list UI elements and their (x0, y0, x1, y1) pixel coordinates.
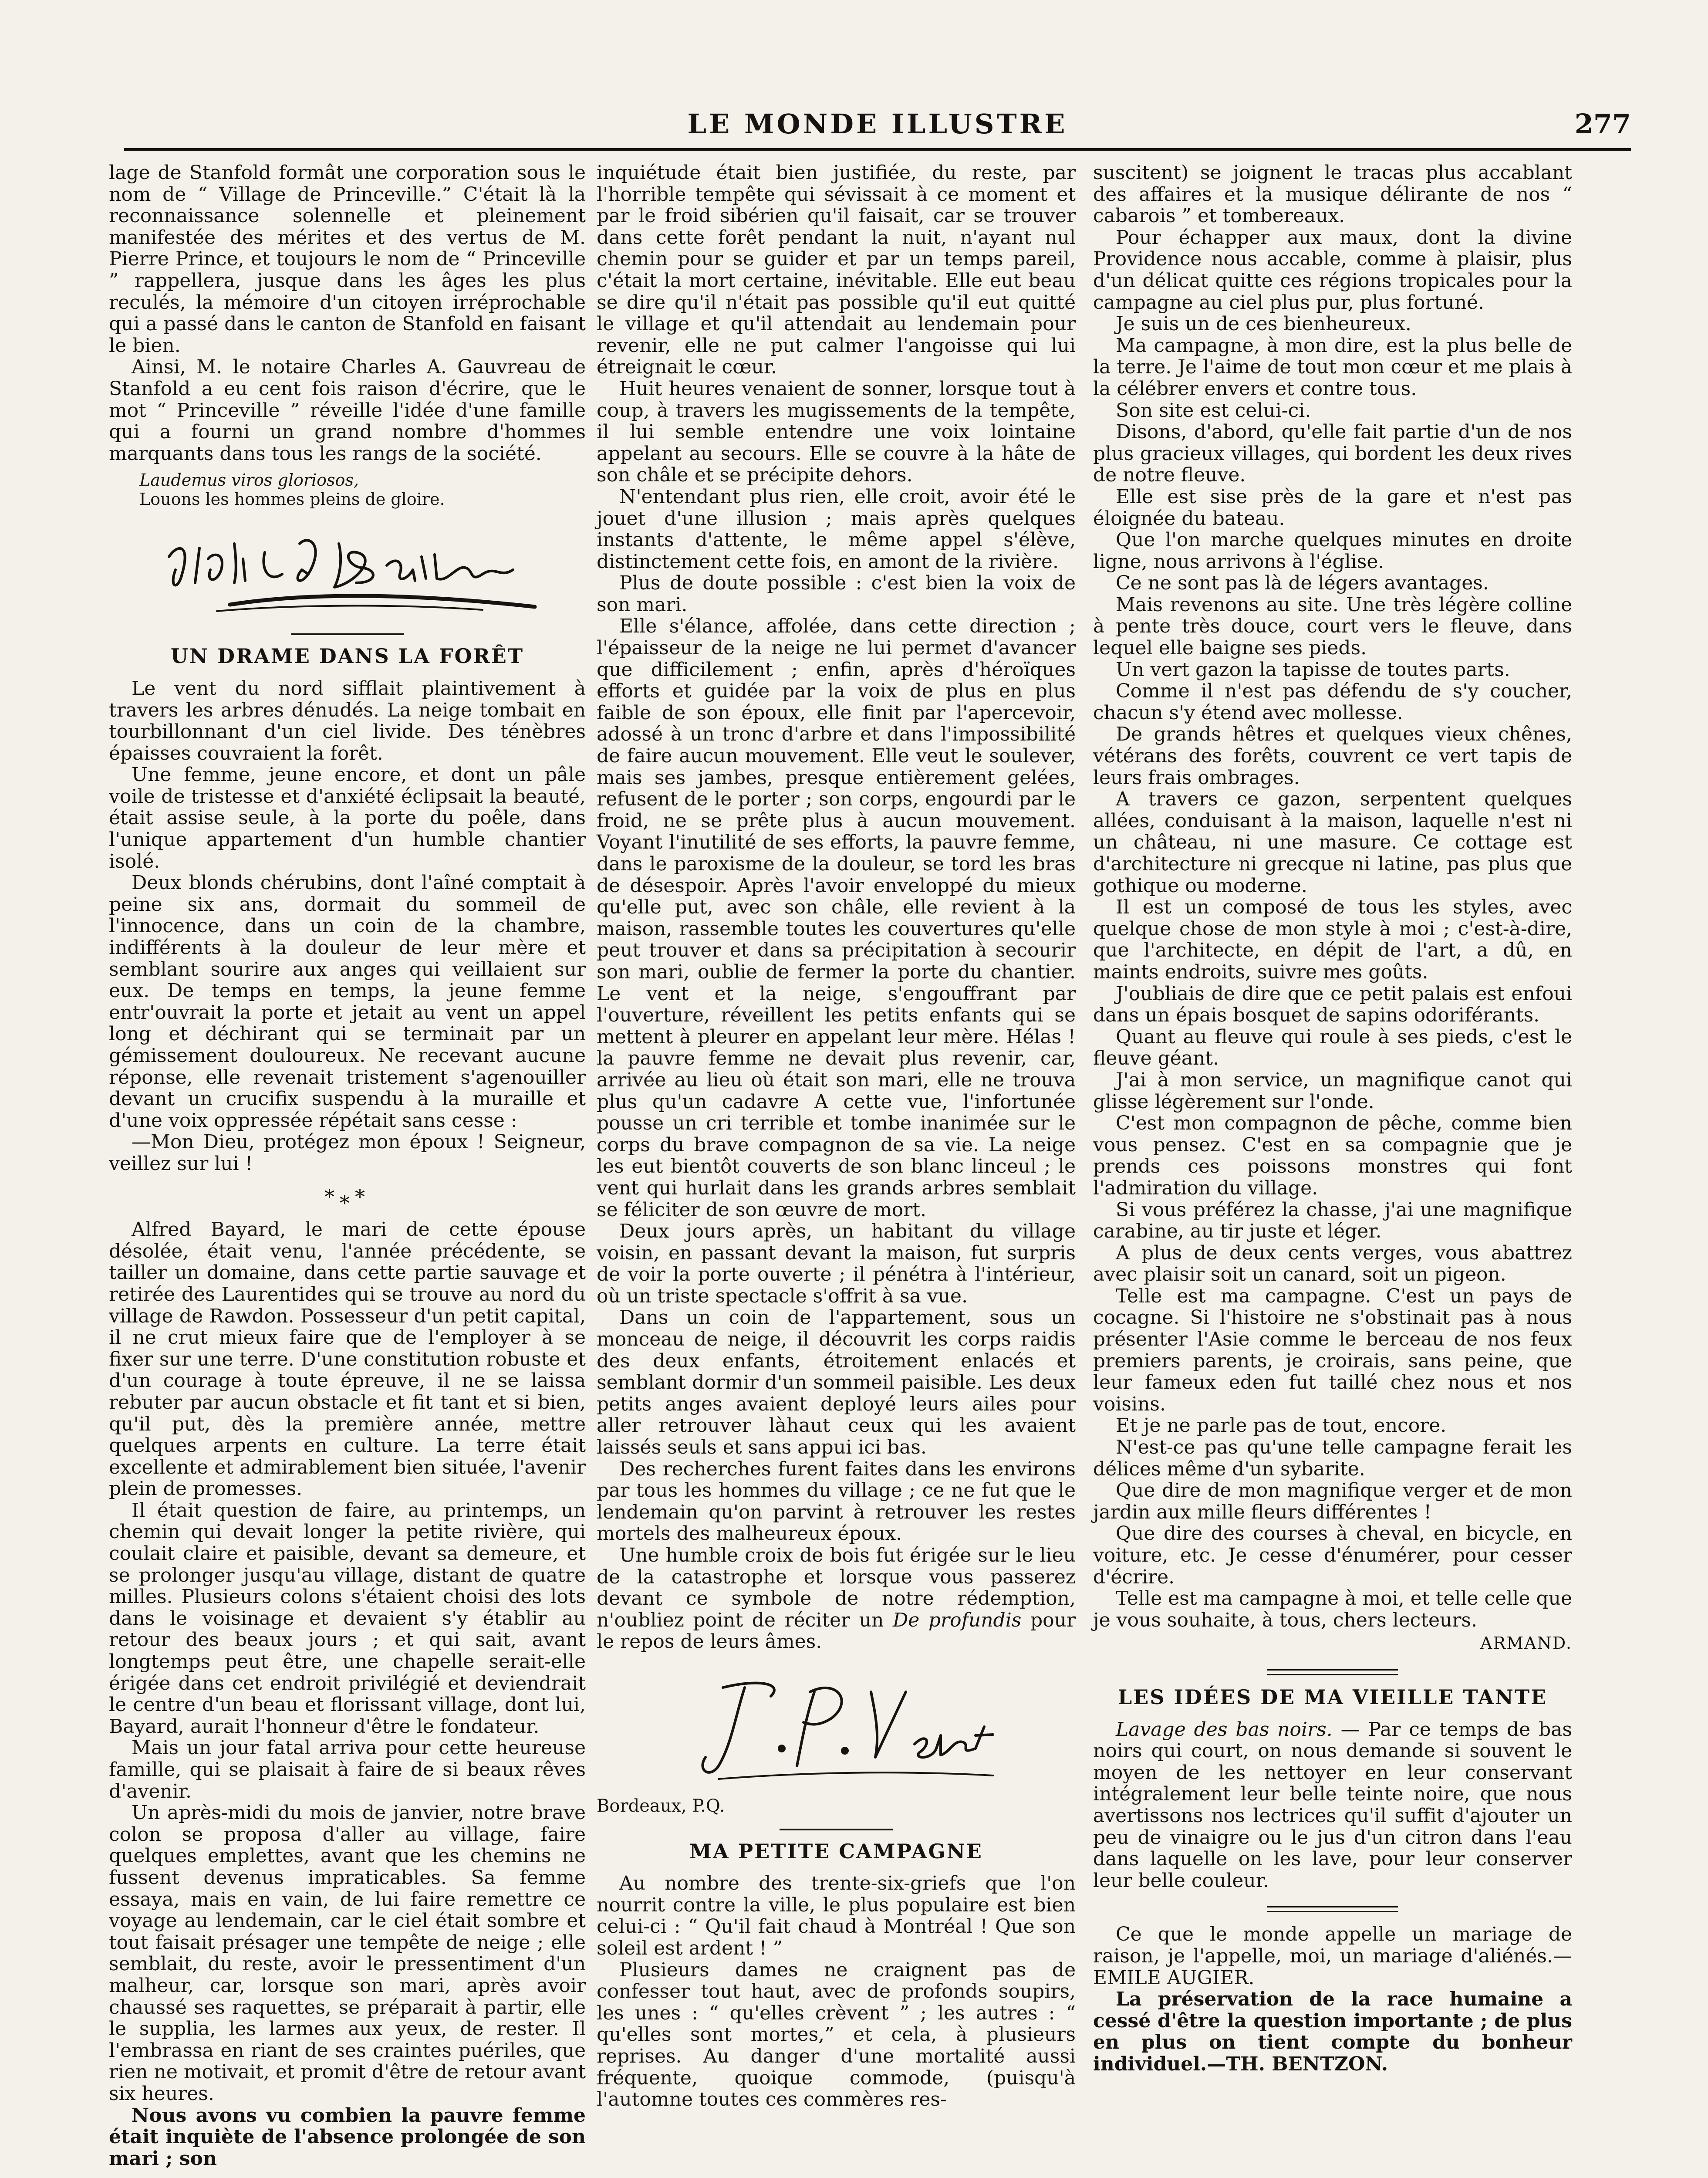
paragraph (597, 1545, 1076, 1653)
column-3 (1093, 162, 1572, 2075)
paragraph: Pour échapper aux maux, dont la divine Providence nous accable, comme à plaisir, plus d'un délicat quitte ces régions tropicales pour la campagne au ciel plus pur, plus fortuné. (1093, 226, 1572, 314)
text-run: — Par ce temps de bas noirs qui court, on nous demande si souvent le moyen de les nettoyer en leur conservant intégralement leur belle teinte noire, que nous avertissons nos lectrices qu'il suffit d'ajouter un peu de vinaigre ou le jus d'un citron dans l'eau dans laquelle on les lave, pour leur conserver leur belle couleur. (1093, 1718, 1572, 1892)
paragraph: Deux blonds chérubins, dont l'aîné comptait à peine six ans, dormait du sommeil de l'innocence, dans un coin de la chambre, indifférents à la douleur de leur mère et semblant sourire aux anges qui veillaient sur eux. De temps en temps, la jeune femme entr'ouvrait la porte et jetait au vent un appel long et déchirant qui se terminait par un gémissement douloureux. Ne recevant aucune réponse, elle revenait tristement s'agenouiller devant un crucifix suspendu à la muraille et d'une voix oppressée répétait sans cesse : (109, 872, 586, 1132)
paragraph: Des recherches furent faites dans les environs par tous les hommes du village ; ce ne fut que le lendemain qu'on parvint à retrouver les restes mortels des malheureux époux. (597, 1458, 1076, 1545)
latin-phrase: De profundis (892, 1609, 1022, 1631)
column-1 (109, 162, 586, 2169)
paragraph (1093, 1924, 1572, 1989)
text-run: pour le repos de leurs âmes. (597, 1609, 1076, 1653)
paragraph: A travers ce gazon, serpentent quelques allées, conduisant à la maison, laquelle n'est ni un château, ni une masure. Ce cottage est d'architecture ni grecque ni latine, pas plus que gothique ou moderne. (1093, 788, 1572, 897)
section-rule (780, 1829, 893, 1830)
paragraph: De grands hêtres et quelques vieux chênes, vétérans des forêts, couvrent ce vert tapis de leurs frais ombrages. (1093, 723, 1572, 789)
section-rule (1267, 1669, 1398, 1675)
paragraph: Telle est ma campagne à moi, et telle celle que je vous souhaite, à tous, chers lecteurs. (1093, 1587, 1572, 1631)
paragraph: Elle s'élance, affolée, dans cette direction ; l'épaisseur de la neige ne lui permet d'avancer que difficilement ; enfin, après d'héroïques efforts et guidée par la voix de plus en plus faible de son époux, elle finit par l'apercevoir, adossé à un tronc d'arbre et dans l'impossibilité de faire aucun mouvement. Elle veut le soulever, mais ses jambes, presque entièrement gelées, refusent de le porter ; son corps, engourdi par le froid, ne se prête plus à aucun mouvement. Voyant l'inutilité de ses efforts, la pauvre femme, dans le paroxisme de la douleur, se tord les bras de désespoir. Après l'avoir enveloppé du mieux qu'elle put, avec son châle, elle revient à la maison, rassemble toutes les couvertures qu'elle peut trouver et dans sa précipitation à secourir son mari, oublie de fermer la porte du chantier. Le vent et la neige, s'engouffrant par l'ouverture, réveillent les petits enfants qui se mettent à pleurer en appelant leur mère. Hélas ! la pauvre femme ne devait plus revenir, car, arrivée au lieu où était son mari, elle ne trouva plus qu'un cadavre A cette vue, l'infortunée pousse un cri terrible et tombe inanimée sur le corps du brave compagnon de sa vie. La neige les eut bientôt couverts de son blanc linceul ; le vent qui hurlait dans les grands arbres semblait se féliciter de son œuvre de mort. (597, 615, 1076, 1221)
item-lead: Lavage des bas noirs. (1116, 1718, 1333, 1741)
paragraph: A plus de deux cents verges, vous abattrez avec plaisir soit un canard, soit un pigeon. (1093, 1241, 1572, 1286)
paragraph: Dans un coin de l'appartement, sous un monceau de neige, il découvrit les corps raidis des deux enfants, étroitement enlacés et semblant dormir d'un sommeil paisible. Les deux petits anges avaient deployé leurs ailes pour aller retrouver làhaut ceux qui les avaient laissés seuls et sans appui ici bas. (597, 1306, 1076, 1459)
author-signature: ARMAND. (1480, 1634, 1572, 1653)
masthead-title: LE MONDE ILLUSTRE (687, 108, 1068, 140)
paragraph (1093, 1989, 1572, 2075)
latin-line: Laudemus viros gloriosos, (139, 470, 359, 490)
paragraph: N'est-ce pas qu'une telle campagne ferait les délices même d'un sybarite. (1093, 1436, 1572, 1480)
paragraph: Un vert gazon la tapisse de toutes parts. (1116, 658, 1510, 681)
paragraph: J'oubliais de dire que ce petit palais est enfoui dans un épais bosquet de sapins odoriférants. (1093, 982, 1572, 1027)
quote-text: Ce que le monde appelle un mariage de raison, je l'appelle, moi, un mariage d'aliénés.— (1093, 1923, 1572, 1967)
column-2 (597, 162, 1076, 2110)
paragraph: Plusieurs dames ne craignent pas de confesser tout haut, avec de profonds soupirs, les unes : “ qu'elles crèvent ” ; les autres : “ qu'elles sont mortes,” et cela, à plusieurs reprises. Au danger d'une mortalité aussi fréquente, quoique commode, (puisqu'à l'automne toutes ces commères res- (597, 1958, 1076, 2111)
quote-author: EMILE AUGIER. (1093, 1966, 1255, 1989)
asterism: *⁎* (324, 1184, 370, 1208)
signature-baillargeon (152, 517, 543, 622)
paragraph: Ainsi, M. le notaire Charles A. Gauvreau de Stanfold a eu cent fois raison d'écrire, que le mot “ Princeville ” réveille l'idée d'une famille qui a fourni un grand nombre d'hommes marquants dans tous les rangs de la société. (109, 356, 586, 465)
section-rule (291, 633, 404, 635)
paragraph: Elle est sise près de la gare et n'est pas éloignée du bateau. (1093, 485, 1572, 530)
paragraph: Alfred Bayard, le mari de cette épouse désolée, était venu, l'année précédente, se tailler un domaine, dans cette partie sauvage et retirée des Laurentides qui se trouve au nord du village de Rawdon. Possesseur d'un petit capital, il ne crut mieux faire que de l'employer à se fixer sur une terre. D'une constitution robuste et d'un courage à toute épreuve, il ne se laissa rebuter par aucun obstacle et fit tant et si bien, qu'il put, dès la première année, mettre quelques arpents en culture. La terre était excellente et admirablement bien située, l'avenir plein de promesses. (109, 1218, 586, 1500)
latin-translation: Louons les hommes pleins de gloire. (139, 490, 445, 509)
paragraph: Mais revenons au site. Une très légère colline à pente très douce, court vers le fleuve, dans lequel elle baigne ses pieds. (1093, 593, 1572, 659)
paragraph: Ce ne sont pas là de légers avantages. (1116, 572, 1489, 595)
paragraph: Si vous préférez la chasse, j'ai une magnifique carabine, au tir juste et léger. (1093, 1198, 1572, 1243)
paragraph: Nous avons vu combien la pauvre femme était inquiète de l'absence prolongée de son mari ; son (109, 2104, 586, 2170)
paragraph: Je suis un de ces bienheureux. (1116, 313, 1411, 335)
paragraph: Et je ne parle pas de tout, encore. (1116, 1414, 1447, 1437)
signature-vebert (671, 1661, 1002, 1792)
header-rule (124, 148, 1631, 151)
quote-author: TH. BENTZON. (1226, 2053, 1388, 2075)
paragraph: Que l'on marche quelques minutes en droite ligne, nous arrivons à l'église. (1093, 529, 1572, 573)
paragraph: Au nombre des trente-six-griefs que l'on nourrit contre la ville, le plus populaire est bien celui-ci : “ Qu'il fait chaud à Montréal ! Que son soleil est ardent ! ” (597, 1872, 1076, 1959)
paragraph: Son site est celui-ci. (1116, 399, 1311, 422)
article-heading: UN DRAME DANS LA FORÊT (170, 644, 524, 668)
paragraph: Quant au fleuve qui roule à ses pieds, c'est le fleuve géant. (1093, 1025, 1572, 1070)
paragraph (1093, 1719, 1572, 1892)
paragraph: C'est mon compagnon de pêche, comme bien vous pensez. C'est en sa compagnie que je prends ces poissons monstres qui font l'admiration du village. (1093, 1112, 1572, 1199)
paragraph: Comme il n'est pas défendu de s'y coucher, chacun s'y étend avec mollesse. (1093, 680, 1572, 724)
paragraph: Disons, d'abord, qu'elle fait partie d'un de nos plus gracieux villages, qui bordent les deux rives de notre fleuve. (1093, 421, 1572, 487)
page-number: 277 (1574, 108, 1631, 140)
paragraph: N'entendant plus rien, elle croit, avoir été le jouet d'une illusion ; mais après quelques instants d'attente, le même appel s'élève, distinctement cette fois, en amont de la rivière. (597, 485, 1076, 573)
paragraph: Mais un jour fatal arriva pour cette heureuse famille, qui se plaisait à faire de si beaux rêves d'avenir. (109, 1737, 586, 1803)
quote-text: La préservation de la race humaine a cessé d'être la question importante ; de plus en plus on tient compte du bonheur individuel.— (1093, 1988, 1572, 2075)
paragraph: Un après-midi du mois de janvier, notre brave colon se proposa d'aller au village, faire quelques emplettes, avant que les chemins ne fussent devenus impraticables. Sa femme essaya, mais en vain, de lui faire remettre ce voyage au lendemain, car le ciel était sombre et tout faisait présager une tempête de neige ; elle semblait, du reste, avoir le pressentiment d'un malheur, car, lorsque son mari, après avoir chaussé ses raquettes, se préparait à partir, elle le supplia, les larmes aux yeux, de rester. Il l'embrassa en riant de ses craintes puériles, que rien ne motivait, et promit d'être de retour avant six heures. (109, 1802, 586, 2105)
paragraph: suscitent) se joignent le tracas plus accablant des affaires et la musique délirante de nos “ cabarois ” et tombereaux. (1093, 162, 1572, 227)
paragraph: Telle est ma campagne. C'est un pays de cocagne. Si l'histoire ne s'obstinait pas à nous présenter l'Asie comme le berceau de nos feux premiers parents, je croirais, sans peine, que leur fameux eden fut taillé chez nous et nos voisins. (1093, 1285, 1572, 1415)
paragraph: Que dire des courses à cheval, en bicycle, en voiture, etc. Je cesse d'énumérer, pour cesser d'écrire. (1093, 1522, 1572, 1588)
paragraph: Le vent du nord sifflait plaintivement à travers les arbres dénudés. La neige tombait en tourbillonnant d'un ciel livide. Des ténèbres épaisses couvraient la forêt. (109, 677, 586, 764)
page-header (124, 108, 1631, 152)
article-heading: LES IDÉES DE MA VIEILLE TANTE (1117, 1685, 1548, 1709)
paragraph: Deux jours après, un habitant du village voisin, en passant devant la maison, fut surpris de voir la porte ouverte ; il pénétra à l'intérieur, où un triste spectacle s'offrit à sa vue. (597, 1220, 1076, 1307)
paragraph: Plus de doute possible : c'est bien la voix de son mari. (597, 572, 1076, 616)
section-rule (1267, 1906, 1398, 1912)
paragraph: Il est un composé de tous les styles, avec quelque chose de mon style à moi ; c'est-à-dire, que l'architecte, en dépit de l'art, a dû, en maints endroits, suivre mes goûts. (1093, 896, 1572, 983)
latin-quote (139, 470, 586, 509)
paragraph: lage de Stanfold formât une corporation sous le nom de “ Village de Princeville.” C'était là la reconnaissance solennelle et pleinement manifestée des mérites et des vertus de M. Pierre Prince, et toujours le nom de “ Princeville ” rappellera, jusque dans les âges les plus reculés, la mémoire d'un citoyen irréprochable qui a passé dans le canton de Stanfold en faisant le bien. (109, 162, 586, 357)
paragraph: Ma campagne, à mon dire, est la plus belle de la terre. Je l'aime de tout mon cœur et me plais à la célébrer envers et contre tous. (1093, 334, 1572, 400)
text-run: Une humble croix de bois fut érigée sur le lieu de la catastrophe et lorsque vous passerez devant ce symbole de notre rédemption, n'oubliez point de réciter un (597, 1544, 1076, 1631)
article-heading: MA PETITE CAMPAGNE (689, 1839, 983, 1863)
paragraph: Huit heures venaient de sonner, lorsque tout à coup, à travers les mugissements de la tempête, il lui semble entendre une voix lointaine appelant au secours. Elle se couvre à la hâte de son châle et se précipite dehors. (597, 377, 1076, 487)
paragraph: inquiétude était bien justifiée, du reste, par l'horrible tempête qui sévissait à ce moment et par le froid sibérien qu'il faisait, car se trouver dans cette forêt pendant la nuit, n'ayant nul chemin pour se guider et par un temps pareil, c'était la mort certaine, inévitable. Elle eut beau se dire qu'il n'était pas possible qu'il eut quitté le village et qu'il attendait au lendemain pour revenir, elle ne put calmer l'angoisse qui lui étreignait le cœur. (597, 162, 1076, 379)
dateline-place: Bordeaux, P.Q. (597, 1796, 725, 1816)
paragraph: J'ai à mon service, un magnifique canot qui glisse légèrement sur l'onde. (1093, 1069, 1572, 1113)
paragraph: —Mon Dieu, protégez mon époux ! Seigneur, veillez sur lui ! (109, 1131, 586, 1175)
paragraph: Il était question de faire, au printemps, un chemin qui devait longer la petite rivière, qui coulait claire et paisible, devant sa demeure, et se prolonger jusqu'au village, distant de quatre milles. Plusieurs colons s'étaient choisi des lots dans le voisinage et devaient s'y établir au retour des beaux jours ; et qui sait, avant longtemps peut être, une chapelle serait-elle érigée dans cet endroit privilégié et deviendrait le centre d'un beau et florissant village, dont lui, Bayard, aurait l'honneur d'être le fondateur. (109, 1499, 586, 1738)
paragraph: Une femme, jeune encore, et dont un pâle voile de tristesse et d'anxiété éclipsait la beauté, était assise seule, à la porte du poêle, dans l'unique appartement d'un humble chantier isolé. (109, 764, 586, 873)
paragraph: Que dire de mon magnifique verger et de mon jardin aux mille fleurs différentes ! (1093, 1479, 1572, 1523)
